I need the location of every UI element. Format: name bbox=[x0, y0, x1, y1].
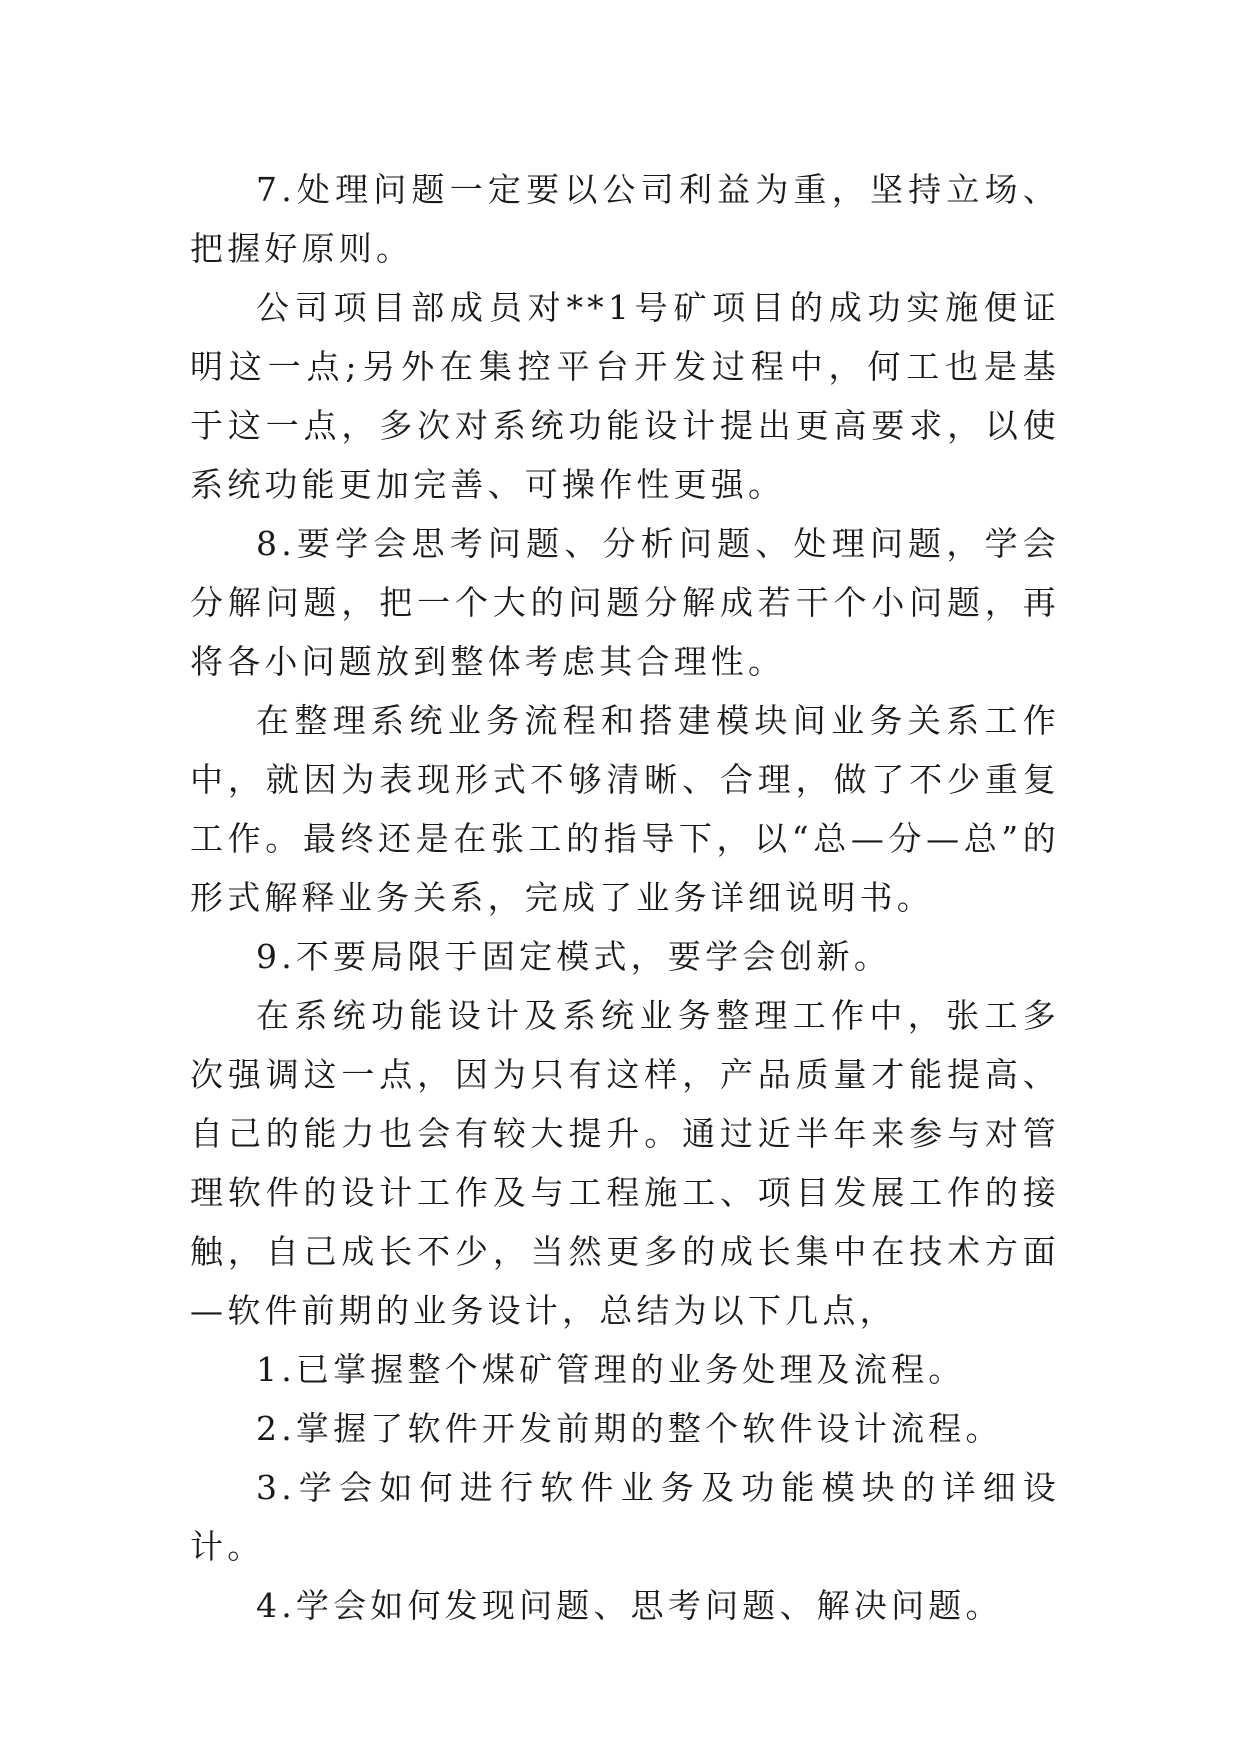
summary-item-4: 4.学会如何发现问题、思考问题、解决问题。 bbox=[256, 1586, 1003, 1625]
document-body bbox=[190, 160, 1060, 1635]
summary-item-3: 3.学会如何进行软件业务及功能模块的详细设计。 bbox=[190, 1468, 1060, 1566]
summary-item-2: 2.掌握了软件开发前期的整个软件设计流程。 bbox=[256, 1409, 1003, 1448]
paragraph-item-9-detail: 在系统功能设计及系统业务整理工作中，张工多次强调这一点，因为只有这样，产品质量才能提高、自己的能力也会有较大提升。通过近半年来参与对管理软件的设计工作及与工程施工、项目发展工作的接触，自己成长不少，当然更多的成长集中在技术方面—软件前期的业务设计，总结为以下几点， bbox=[190, 996, 1060, 1330]
paragraph-item-9: 9.不要局限于固定模式，要学会创新。 bbox=[256, 937, 892, 976]
summary-item-1: 1.已掌握整个煤矿管理的业务处理及流程。 bbox=[256, 1350, 966, 1389]
paragraph-item-7: 7.处理问题一定要以公司利益为重，坚持立场、把握好原则。 bbox=[190, 170, 1060, 268]
paragraph-item-8: 8.要学会思考问题、分析问题、处理问题，学会分解问题，把一个大的问题分解成若干个小问题，再将各小问题放到整体考虑其合理性。 bbox=[190, 524, 1060, 681]
paragraph-item-8-detail: 在整理系统业务流程和搭建模块间业务关系工作中，就因为表现形式不够清晰、合理，做了不少重复工作。最终还是在张工的指导下，以“总—分—总”的形式解释业务关系，完成了业务详细说明书。 bbox=[190, 701, 1060, 917]
paragraph-item-7-detail: 公司项目部成员对**1号矿项目的成功实施便证明这一点;另外在集控平台开发过程中，何工也是基于这一点，多次对系统功能设计提出更高要求，以使系统功能更加完善、可操作性更强。 bbox=[190, 288, 1060, 504]
